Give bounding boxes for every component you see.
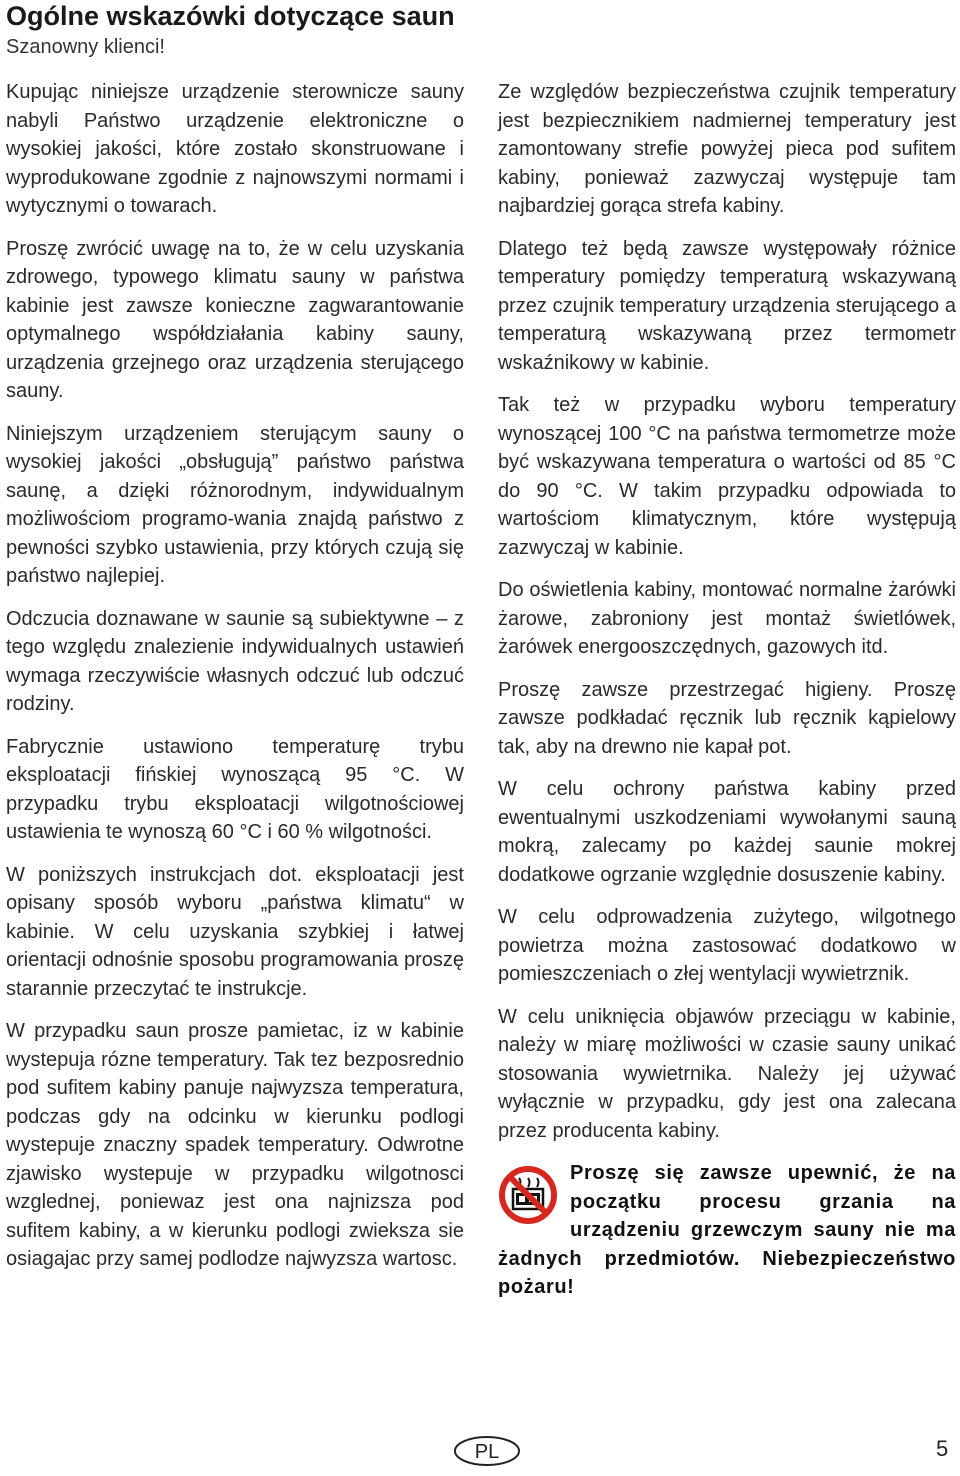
paragraph: Fabrycznie ustawiono temperaturę trybu eksploatacji fińskiej wynoszącą 95 °C. W przypadku trybu eksploatacji wilgotnościowej ustawienia te wynoszą 60 °C i 60 % wilgotności. (6, 735, 464, 843)
greeting: Szanowny klienci! (6, 36, 165, 58)
paragraph: Kupując niniejsze urządzenie sterownicze sauny nabyli Państwo urządzenie elektroniczne o wysokiej jakości, które zostało skonstruowane i wyprodukowane zgodnie z najnowszymi normami i wytycznymi o towarach. (6, 81, 464, 217)
paragraph: W poniższych instrukcjach dot. eksploatacji jest opisany sposób wyboru „państwa klimatu“ w kabinie. W celu uzyskania szybkiej i łatwej orientacji odnośnie sposobu programowania proszę starannie przeczytać te instrukcje. (6, 863, 464, 1000)
paragraph: Do oświetlenia kabiny, montować normalne żarówki żarowe, zabroniony jest montaż świetlówek, żarówek energooszczędnych, gazowych itd. (498, 579, 956, 658)
paragraph: Proszę zawsze przestrzegać higieny. Proszę zawsze podkładać ręcznik lub ręcznik kąpielowy tak, aby na drewno nie kapał pot. (498, 678, 956, 758)
paragraph: W celu uniknięcia objawów przeciągu w kabinie, należy w miarę możliwości w czasie sauny unikać stosowania wywietrnika. Należy jej używać wyłącznie w przypadku, gdy jest ona zalecana przez producenta kabiny. (498, 1005, 956, 1142)
paragraph: Tak też w przypadku wyboru temperatury wynoszącej 100 °C na państwa termometrze może być wskazywana temperatura o wartości od 85 °C do 90 °C. W takim przypadku odpowiada to wartościom klimatycznym, które występują zazwyczaj w kabinie. (498, 394, 956, 559)
paragraph: Proszę zwrócić uwagę na to, że w celu uzyskania zdrowego, typowego klimatu sauny w państwa kabinie jest zawsze konieczne zagwarantowanie optymalnego współdziałania kabiny sauny, urządzenia grzejnego oraz urządzenia sterującego sauny. (6, 237, 464, 402)
paragraph: Ze względów bezpieczeństwa czujnik temperatury jest bezpiecznikiem nadmiernej temperatury jest zamontowany strefie powyżej pieca pod sufitem kabiny, ponieważ zazwyczaj występuje tam najbardziej gorąca strefa kabiny. (498, 81, 956, 217)
paragraph: W celu ochrony państwa kabiny przed ewentualnymi uszkodzeniami wywołanymi sauną mokrą, zalecamy po każdej saunie mokrej dodatkowe ogrzanie względnie dosuszenie kabiny. (498, 778, 956, 886)
no-objects-on-heater-icon (498, 1165, 558, 1225)
paragraph: Dlatego też będą zawsze występowały różnice temperatury pomiędzy temperaturą wskazywaną przez czujnik temperatury urządzenia sterującego a temperaturą wskazywaną przez termometr wskaźnikowy w kabinie. (498, 237, 956, 374)
paragraph: Niniejszym urządzeniem sterującym sauny o wysokiej jakości „obsługują” państwo państwa saunę, a dzięki różnorodnym, indywidualnym możliwościom programo-wania znajdą państwo z pewności szybko ustawienia, przy których czują się państwo najlepiej. (6, 422, 464, 587)
left-column (6, 78, 464, 1288)
page-title: Ogólne wskazówki dotyczące saun (6, 1, 455, 31)
language-code: PL (474, 1441, 500, 1463)
paragraph: Odczucia doznawane w saunie są subiektywne – z tego względu znalezienie indywidualnych ustawień wymaga rzeczywiście własnych odczuć lub odczuć rodziny. (6, 607, 464, 715)
language-badge (452, 1434, 522, 1468)
warning-text: Proszę się zawsze upewnić, że na początku procesu grzania na urządzeniu grzewczym sauny nie ma żadnych przedmiotów. Niebezpieczeństwo pożaru! (498, 1162, 956, 1298)
right-column (498, 78, 956, 1302)
paragraph: W przypadku saun prosze pamietac, iz w kabinie wystepuja rózne temperatury. Tak tez bezposrednio pod sufitem kabiny panuje najwyzsza temperatura, podczas gdy na odcinku w kierunku podlogi wystepuje znaczny spadek temperatury. Odwrotne zjawisko wystepuje w przypadku wilgotnosci wzglednej, poniewaz jest ona najnizsza pod sufitem kabiny, a w kierunku podlogi zwieksza sie osiagajac przy samej podlodze najwyzsza wartosc. (6, 1020, 464, 1270)
fire-warning (498, 1159, 956, 1302)
paragraph: W celu odprowadzenia zużytego, wilgotnego powietrza można zastosować dodatkowo w pomieszczeniach o złej wentylacji wywietrznik. (498, 906, 956, 985)
page-number: 5 (936, 1436, 949, 1461)
